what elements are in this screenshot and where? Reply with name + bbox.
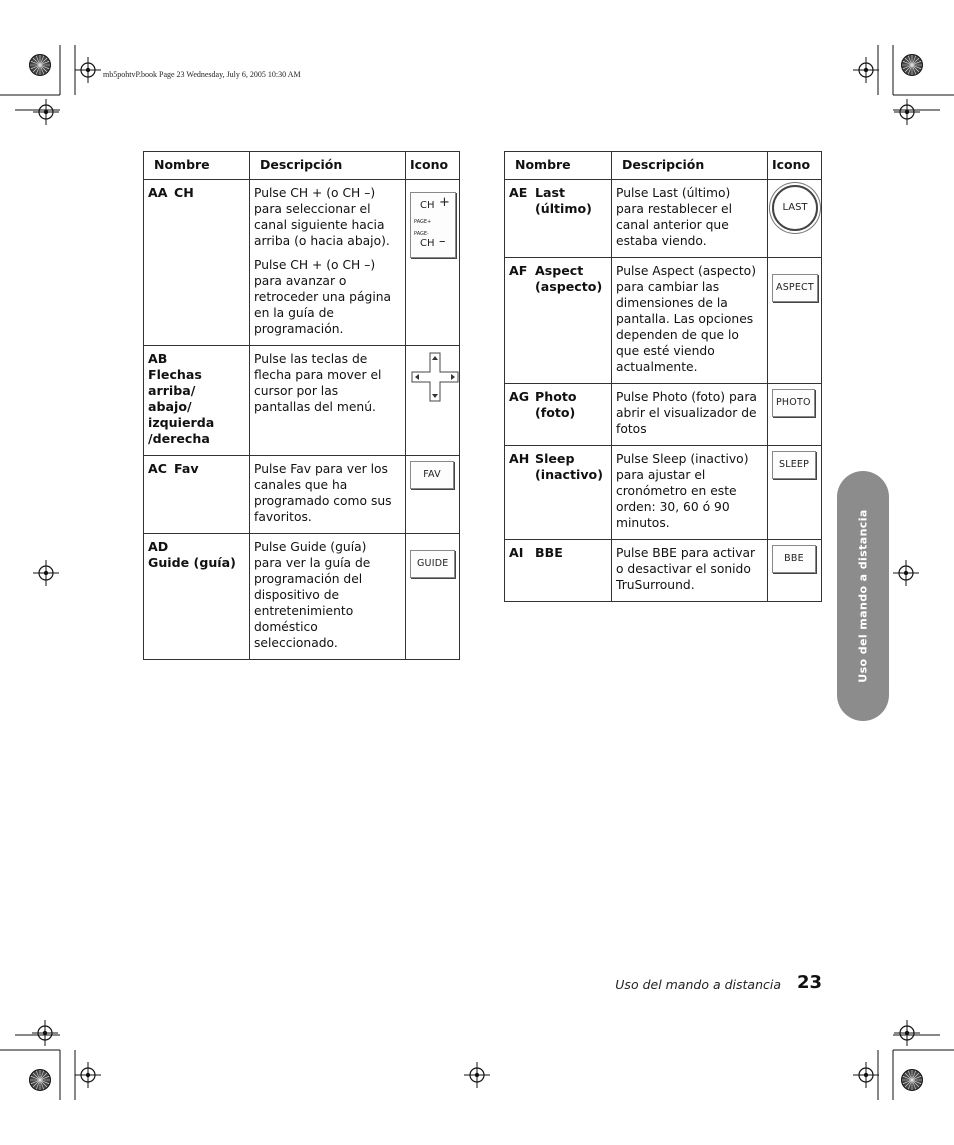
bbe-icon-cell	[768, 540, 822, 602]
photo-icon-cell	[768, 384, 822, 446]
arrows-icon-cell	[406, 346, 460, 456]
button-description: Pulse las teclas de flecha para mover el cursor por las pantallas del menú.	[250, 346, 406, 456]
button-description: Pulse Guide (guía) para ver la guía de programación del dispositivo de entretenimiento doméstico seleccionado.	[250, 534, 406, 660]
table-row	[505, 540, 822, 602]
aspect-button-icon: ASPECT	[772, 274, 818, 302]
table-row	[144, 346, 460, 456]
last-icon-cell	[768, 180, 822, 258]
table-row	[505, 384, 822, 446]
table-row	[505, 446, 822, 540]
remote-buttons-table-right	[504, 151, 822, 602]
fav-icon-cell	[406, 456, 460, 534]
button-name: AC Fav	[144, 456, 250, 534]
column-header-name: Nombre	[144, 152, 250, 180]
table-row	[144, 456, 460, 534]
button-name: AI BBE	[505, 540, 612, 602]
chapter-side-tab	[837, 471, 889, 721]
button-name: AF Aspect (aspecto)	[505, 258, 612, 384]
table-header-row	[144, 152, 460, 180]
button-description: Pulse Last (último) para restablecer el canal anterior que estaba viendo.	[612, 180, 768, 258]
remote-buttons-table-left	[143, 151, 460, 660]
button-name: AG Photo (foto)	[505, 384, 612, 446]
print-header: mb5pohtvP.book Page 23 Wednesday, July 6, 2005 10:30 AM	[103, 70, 301, 79]
table-row	[144, 534, 460, 660]
arrow-keys-icon	[410, 351, 460, 403]
button-name: AH Sleep (inactivo)	[505, 446, 612, 540]
column-header-description: Descripción	[612, 152, 768, 180]
fav-button-icon: FAV	[410, 461, 454, 489]
last-button-icon: LAST	[772, 185, 818, 231]
button-description: Pulse Sleep (inactivo) para ajustar el cronómetro en este orden: 30, 60 ó 90 minutos.	[612, 446, 768, 540]
button-description: Pulse Photo (foto) para abrir el visualizador de fotos	[612, 384, 768, 446]
page-number: 23	[797, 972, 823, 993]
column-header-icon: Icono	[406, 152, 460, 180]
button-name: ABFlechas arriba/ abajo/ izquierda /derecha	[144, 346, 250, 456]
table-header-row	[505, 152, 822, 180]
table-row	[505, 258, 822, 384]
table-row	[505, 180, 822, 258]
button-name: ADGuide (guía)	[144, 534, 250, 660]
side-tab-label: Uso del mando a distancia	[856, 509, 870, 683]
bbe-button-icon: BBE	[772, 545, 816, 573]
ch-icon-cell	[406, 180, 460, 346]
sleep-button-icon: SLEEP	[772, 451, 816, 479]
button-description: Pulse Aspect (aspecto) para cambiar las dimensiones de la pantalla. Las opciones dependen de que lo que esté viendo actualmente.	[612, 258, 768, 384]
footer-section-title: Uso del mando a distancia	[615, 977, 781, 992]
photo-button-icon: PHOTO	[772, 389, 815, 417]
column-header-description: Descripción	[250, 152, 406, 180]
column-header-name: Nombre	[505, 152, 612, 180]
sleep-icon-cell	[768, 446, 822, 540]
button-description: Pulse BBE para activar o desactivar el sonido TruSurround.	[612, 540, 768, 602]
button-name: AE Last (último)	[505, 180, 612, 258]
guide-button-icon: GUIDE	[410, 550, 455, 578]
button-description: Pulse Fav para ver los canales que ha programado como sus favoritos.	[250, 456, 406, 534]
column-header-icon: Icono	[768, 152, 822, 180]
button-name: AA CH	[144, 180, 250, 346]
table-row	[144, 180, 460, 346]
ch-page-icon: CH + PAGE+ PAGE- CH –	[410, 192, 456, 258]
guide-icon-cell	[406, 534, 460, 660]
aspect-icon-cell	[768, 258, 822, 384]
button-description: Pulse CH + (o CH –) para seleccionar el canal siguiente hacia arriba (o hacia abajo). Pulse CH + (o CH –) para avanzar o retroceder una página en la guía de programación.	[250, 180, 406, 346]
